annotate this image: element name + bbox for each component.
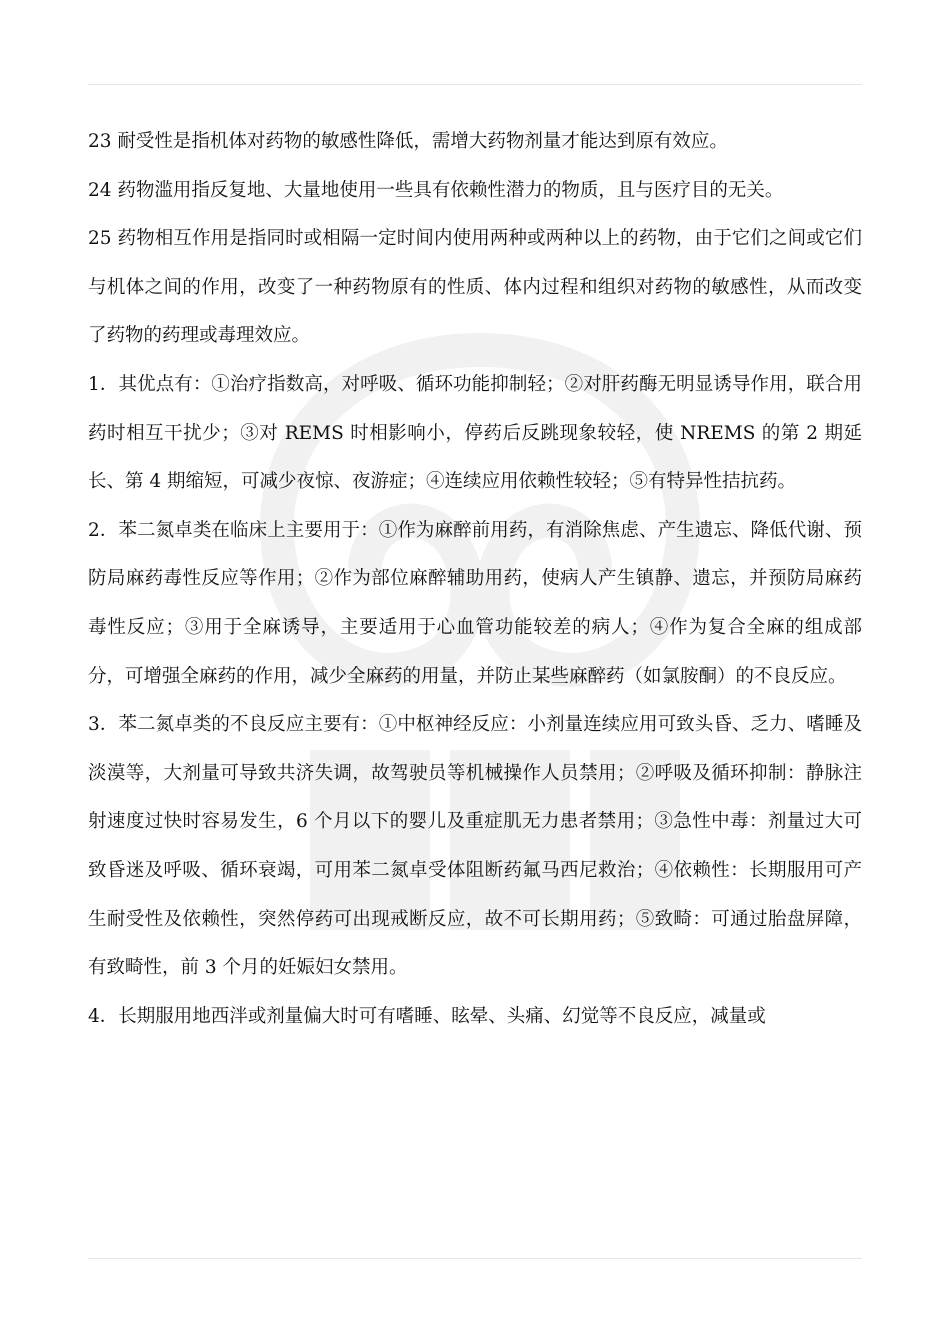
paragraph-answer-3: 3．苯二氮卓类的不良反应主要有：①中枢神经反应：小剂量连续应用可致头昏、乏力、嗜睡及淡漠等，大剂量可导致共济失调，故驾驶员等机械操作人员禁用；②呼吸及循环抑制：静脉注射速度过快时容易发生，6 个月以下的婴儿及重症肌无力患者禁用；③急性中毒：剂量过大可致昏迷及呼吸、循环衰竭，可用苯二氮卓受体阻断药氟马西尼救治；④依赖性：长期服用可产生耐受性及依赖性，突然停药可出现戒断反应，故不可长期用药；⑤致畸：可通过胎盘屏障，有致畸性，前 3 个月的妊娠妇女禁用。	[88, 714, 862, 979]
paragraph-answer-2: 2．苯二氮卓类在临床上主要用于：①作为麻醉前用药，有消除焦虑、产生遗忘、降低代谢、预防局麻药毒性反应等作用；②作为部位麻醉辅助用药，使病人产生镇静、遗忘，并预防局麻药毒性反应；③用于全麻诱导，主要适用于心血管功能较差的病人；④作为复合全麻的组成部分，可增强全麻药的作用，减少全麻药的用量，并防止某些麻醉药（如氯胺酮）的不良反应。	[88, 519, 862, 687]
paragraph-25-drug-interaction: 25 药物相互作用是指同时或相隔一定时间内使用两种或两种以上的药物，由于它们之间或它们与机体之间的作用，改变了一种药物原有的性质、体内过程和组织对药物的敏感性，从而改变了药物的药理或毒理效应。	[88, 228, 862, 347]
paragraph-24-drug-abuse: 24 药物滥用指反复地、大量地使用一些具有依赖性潜力的物质，且与医疗目的无关。	[88, 179, 784, 201]
header-rule	[88, 84, 862, 85]
footer-rule	[88, 1258, 862, 1259]
paragraph-23-tolerance: 23 耐受性是指机体对药物的敏感性降低，需增大药物剂量才能达到原有效应。	[88, 131, 728, 152]
document-body	[88, 118, 862, 1041]
paragraph-answer-1: 1．其优点有：①治疗指数高，对呼吸、循环功能抑制轻；②对肝药酶无明显诱导作用，联合用药时相互干扰少；③对 REMS 时相影响小，停药后反跳现象较轻，使 NREMS 的第 2 期延长、第 4 期缩短，可减少夜惊、夜游症；④连续应用依赖性较轻；⑤有特异性拮抗药。	[88, 373, 862, 493]
paragraph-answer-4: 4．长期服用地西泮或剂量偏大时可有嗜睡、眩晕、头痛、幻觉等不良反应，减量或	[88, 1005, 766, 1027]
